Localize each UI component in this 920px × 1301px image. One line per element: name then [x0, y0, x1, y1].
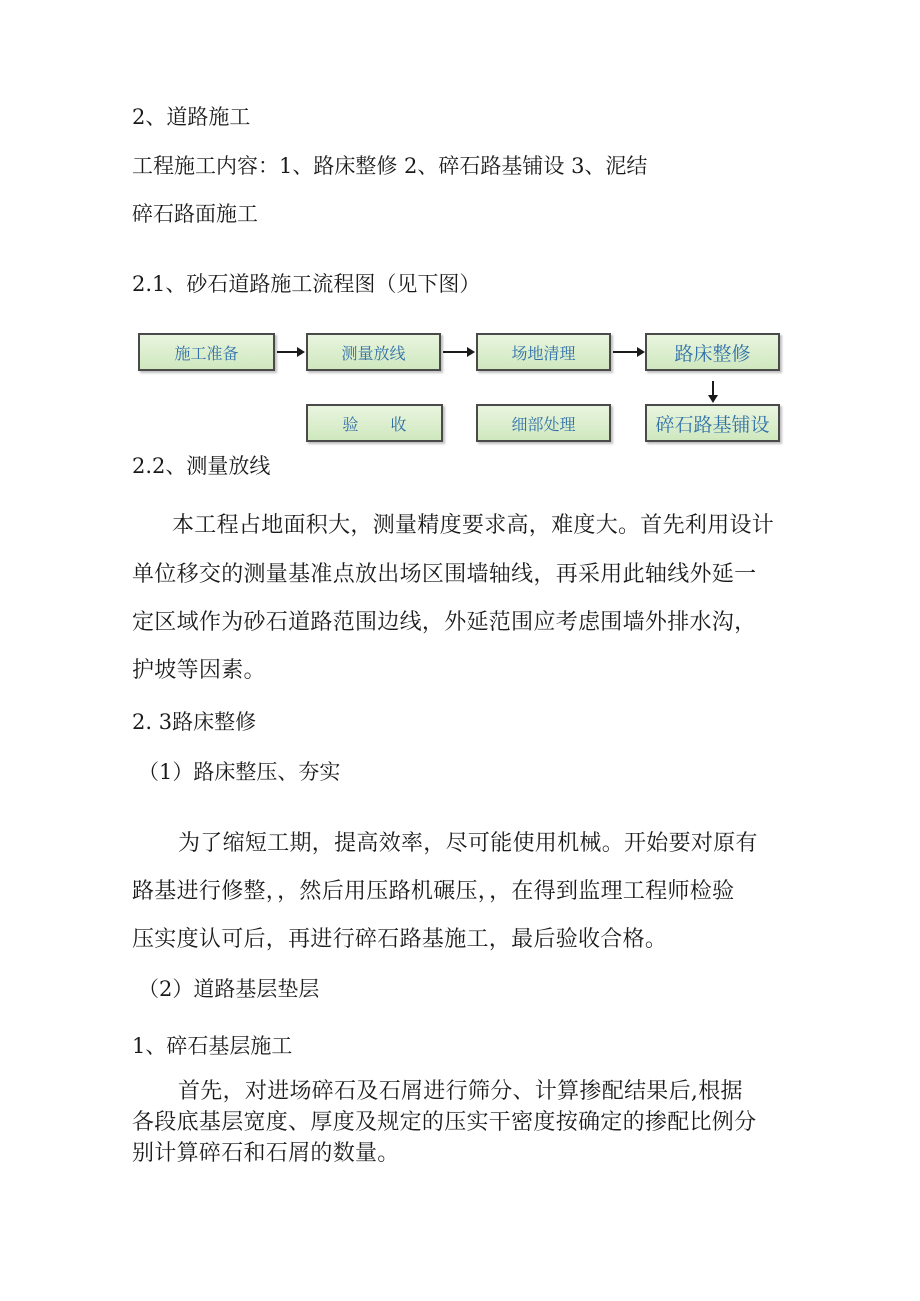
compaction-line-1: 为了缩短工期，提高效率，尽可能使用机械。开始要对原有: [178, 831, 758, 856]
compaction-title: （1）路床整压、夯实: [138, 760, 341, 784]
survey-line-2: 单位移交的测量基准点放出场区围墙轴线，再采用此轴线外延一: [132, 562, 757, 587]
flow-arrow-1: [277, 351, 303, 353]
compaction-line-3: 压实度认可后，再进行碎石路基施工，最后验收合格。: [132, 927, 668, 952]
survey-line-1: 本工程占地面积大，测量精度要求高，难度大。首先利用设计: [172, 513, 775, 538]
flow-arrow-3: [613, 351, 643, 353]
flow-step-survey: 测量放线: [306, 333, 441, 371]
section-flow-title: 2.1、砂石道路施工流程图（见下图）: [132, 272, 481, 296]
flow-step-accept: 验 收: [306, 404, 443, 442]
flow-step-clear: 场地清理: [476, 333, 611, 371]
flow-step-detail: 细部处理: [476, 404, 611, 442]
survey-line-3: 定区域作为砂石道路范围边线，外延范围应考虑围墙外排水沟，: [132, 610, 757, 635]
content-line-2: 碎石路面施工: [132, 202, 258, 226]
base-title: （2）道路基层垫层: [138, 977, 320, 1001]
gravel-title: 1、碎石基层施工: [132, 1034, 293, 1058]
flow-arrow-down: [712, 381, 714, 401]
flow-arrow-2: [443, 351, 473, 353]
flow-step-subgrade: 路床整修: [645, 333, 780, 371]
flow-step-gravel: 碎石路基铺设: [645, 404, 780, 442]
section-subgrade-title: 2. 3路床整修: [132, 710, 257, 734]
gravel-line-3: 别计算碎石和石屑的数量。: [132, 1141, 400, 1166]
survey-line-4: 护坡等因素。: [132, 658, 266, 683]
compaction-line-2: 路基进行修整，，然后用压路机碾压，，在得到监理工程师检验: [132, 879, 735, 904]
section-road-title: 2、道路施工: [132, 105, 251, 129]
flow-step-prep: 施工准备: [138, 333, 275, 371]
section-survey-title: 2.2、测量放线: [132, 454, 271, 478]
gravel-line-2: 各段底基层宽度、厚度及规定的压实干密度按确定的掺配比例分: [132, 1110, 757, 1135]
gravel-line-1: 首先，对进场碎石及石屑进行筛分、计算掺配结果后,根据: [178, 1079, 743, 1104]
content-line-1: 工程施工内容：1、路床整修 2、碎石路基铺设 3、泥结: [132, 154, 648, 178]
